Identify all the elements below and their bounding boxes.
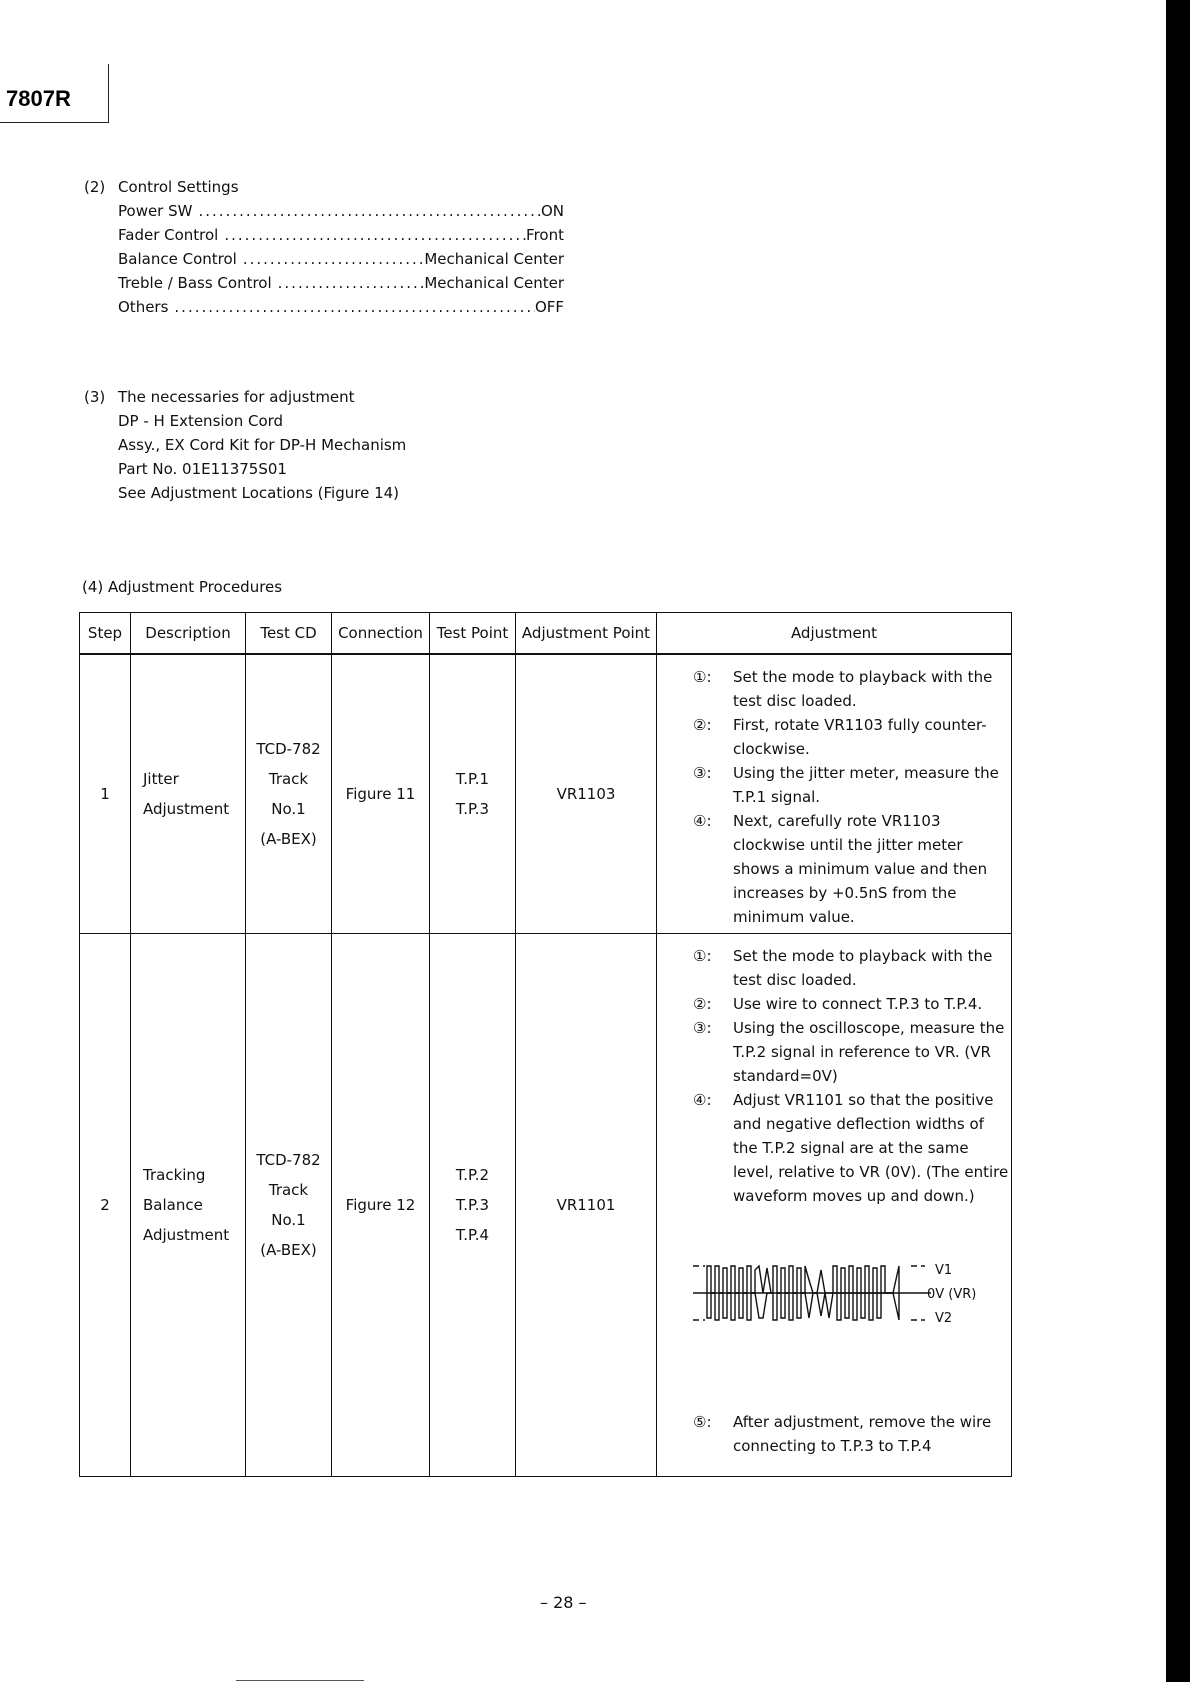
connection-cell: Figure 11 bbox=[332, 654, 430, 933]
adjustment-step bbox=[693, 665, 1011, 713]
footer-rule bbox=[236, 1680, 364, 1681]
step-text: Set the mode to playback with the test disc loaded. bbox=[733, 946, 993, 989]
leader-dots bbox=[272, 271, 425, 295]
step-marker: ④: bbox=[693, 812, 712, 830]
waveform-label-v1: V1 bbox=[935, 1262, 953, 1278]
setting-value: ON bbox=[540, 202, 564, 220]
leader-dots bbox=[218, 223, 526, 247]
adjustment-step bbox=[693, 809, 1011, 929]
section-title: The necessaries for adjustment bbox=[118, 388, 355, 406]
column-header: Test Point bbox=[430, 613, 516, 655]
step-cell: 2 bbox=[80, 933, 131, 1476]
test-cd-line: No.1 bbox=[271, 1210, 306, 1229]
table-row bbox=[80, 933, 1012, 1476]
description-cell bbox=[131, 654, 246, 933]
test-point: T.P.4 bbox=[455, 1225, 490, 1244]
adjustment-cell bbox=[657, 654, 1012, 933]
column-header: Step bbox=[80, 613, 131, 655]
test-cd-line: Track bbox=[268, 1180, 309, 1199]
test-point-cell bbox=[430, 933, 516, 1476]
step-marker: ①: bbox=[693, 668, 712, 686]
adjustment-table bbox=[79, 612, 1012, 1477]
waveform-label-0v: 0V (VR) bbox=[927, 1286, 977, 1302]
step-marker: ③: bbox=[693, 1018, 712, 1037]
setting-value: Front bbox=[526, 226, 564, 244]
leader-dots bbox=[168, 295, 535, 319]
necessary-line: See Adjustment Locations (Figure 14) bbox=[118, 484, 400, 502]
test-cd-cell bbox=[246, 933, 332, 1476]
adjustment-step bbox=[693, 713, 1011, 761]
column-header: Description bbox=[131, 613, 246, 655]
setting-row bbox=[118, 199, 564, 223]
step-text: Next, carefully rote VR1103 clockwise until the jitter meter shows a minimum value and then increases by +0.5nS from the minimum value. bbox=[733, 812, 988, 926]
table-row bbox=[80, 654, 1012, 933]
column-header: Connection bbox=[332, 613, 430, 655]
step-marker: ③: bbox=[693, 764, 712, 782]
test-cd-cell bbox=[246, 654, 332, 933]
description-cell bbox=[131, 933, 246, 1476]
description-line: Jitter bbox=[143, 769, 179, 788]
setting-label: Fader Control bbox=[118, 226, 219, 244]
waveform-diagram bbox=[693, 1260, 993, 1336]
setting-value: OFF bbox=[534, 298, 564, 316]
setting-label: Treble / Bass Control bbox=[118, 274, 272, 292]
description-line: Adjustment bbox=[143, 799, 230, 818]
procedures-title: (4) Adjustment Procedures bbox=[82, 578, 283, 596]
setting-label: Power SW bbox=[118, 202, 193, 220]
setting-row bbox=[118, 223, 564, 247]
section-number: (2) bbox=[84, 178, 106, 196]
step-text: Using the jitter meter, measure the T.P.1 signal. bbox=[733, 764, 999, 806]
test-cd-line: (A-BEX) bbox=[260, 1240, 317, 1259]
adjustment-point-cell: VR1103 bbox=[516, 654, 657, 933]
description-line: Balance bbox=[143, 1195, 203, 1214]
column-header: Adjustment bbox=[657, 613, 1012, 655]
setting-row bbox=[118, 295, 564, 319]
step-marker: ④: bbox=[693, 1090, 712, 1109]
test-point: T.P.3 bbox=[455, 1195, 490, 1214]
waveform-label-v2: V2 bbox=[935, 1310, 953, 1326]
page-number: – 28 – bbox=[540, 1593, 587, 1612]
test-cd-line: TCD-782 bbox=[256, 739, 321, 758]
step-marker: ②: bbox=[693, 994, 712, 1013]
setting-label: Balance Control bbox=[118, 250, 237, 268]
adjustment-step bbox=[693, 1016, 1011, 1088]
connection-cell: Figure 12 bbox=[332, 933, 430, 1476]
test-point-cell bbox=[430, 654, 516, 933]
adjustment-cell bbox=[657, 933, 1012, 1476]
step-text: After adjustment, remove the wire connecting to T.P.3 to T.P.4 bbox=[733, 1412, 992, 1455]
adjustment-point-cell: VR1101 bbox=[516, 933, 657, 1476]
description-line: Tracking bbox=[143, 1165, 206, 1184]
adjustment-step bbox=[693, 992, 1011, 1016]
necessary-line: DP - H Extension Cord bbox=[118, 412, 284, 430]
step-text: First, rotate VR1103 fully counter-clockwise. bbox=[733, 716, 987, 758]
step-text: Using the oscilloscope, measure the T.P.2 signal in reference to VR. (VR standard=0V) bbox=[733, 1018, 1005, 1085]
step-text: Use wire to connect T.P.3 to T.P.4. bbox=[733, 994, 983, 1013]
test-cd-line: Track bbox=[268, 769, 309, 788]
leader-dots bbox=[192, 199, 540, 223]
adjustment-step bbox=[693, 1410, 1011, 1458]
test-point: T.P.1 bbox=[455, 769, 490, 788]
setting-row bbox=[118, 271, 564, 295]
setting-value: Mechanical Center bbox=[424, 250, 564, 268]
section-number: (3) bbox=[84, 388, 106, 406]
step-marker: ②: bbox=[693, 716, 712, 734]
step-marker: ⑤: bbox=[693, 1412, 712, 1431]
setting-row bbox=[118, 247, 564, 271]
test-cd-line: No.1 bbox=[271, 799, 306, 818]
waveform-upper bbox=[707, 1266, 899, 1293]
page-edge-bar bbox=[1166, 0, 1190, 1682]
section-title: Control Settings bbox=[118, 178, 239, 196]
step-text: Set the mode to playback with the test disc loaded. bbox=[733, 668, 993, 710]
step-marker: ①: bbox=[693, 946, 712, 965]
model-number: 7807R bbox=[6, 86, 71, 111]
table-header-row bbox=[80, 613, 1012, 655]
test-cd-line: TCD-782 bbox=[256, 1150, 321, 1169]
column-header: Test CD bbox=[246, 613, 332, 655]
waveform-lower bbox=[707, 1293, 899, 1320]
leader-dots bbox=[237, 247, 425, 271]
setting-label: Others bbox=[118, 298, 169, 316]
description-line: Adjustment bbox=[143, 1225, 230, 1244]
necessary-line: Assy., EX Cord Kit for DP-H Mechanism bbox=[118, 436, 407, 454]
necessary-line: Part No. 01E11375S01 bbox=[118, 460, 287, 478]
adjustment-step bbox=[693, 944, 1011, 992]
column-header: Adjustment Point bbox=[516, 613, 657, 655]
step-text: Adjust VR1101 so that the positive and negative deflection widths of the T.P.2 signal are at the same level, relative to VR (0V). (The entire waveform moves up and down.) bbox=[733, 1090, 1009, 1205]
test-point: T.P.3 bbox=[455, 799, 490, 818]
setting-value: Mechanical Center bbox=[424, 274, 564, 292]
step-cell: 1 bbox=[80, 654, 131, 933]
test-cd-line: (A-BEX) bbox=[260, 829, 317, 848]
adjustment-step bbox=[693, 1088, 1011, 1208]
test-point: T.P.2 bbox=[455, 1165, 490, 1184]
adjustment-step bbox=[693, 761, 1011, 809]
